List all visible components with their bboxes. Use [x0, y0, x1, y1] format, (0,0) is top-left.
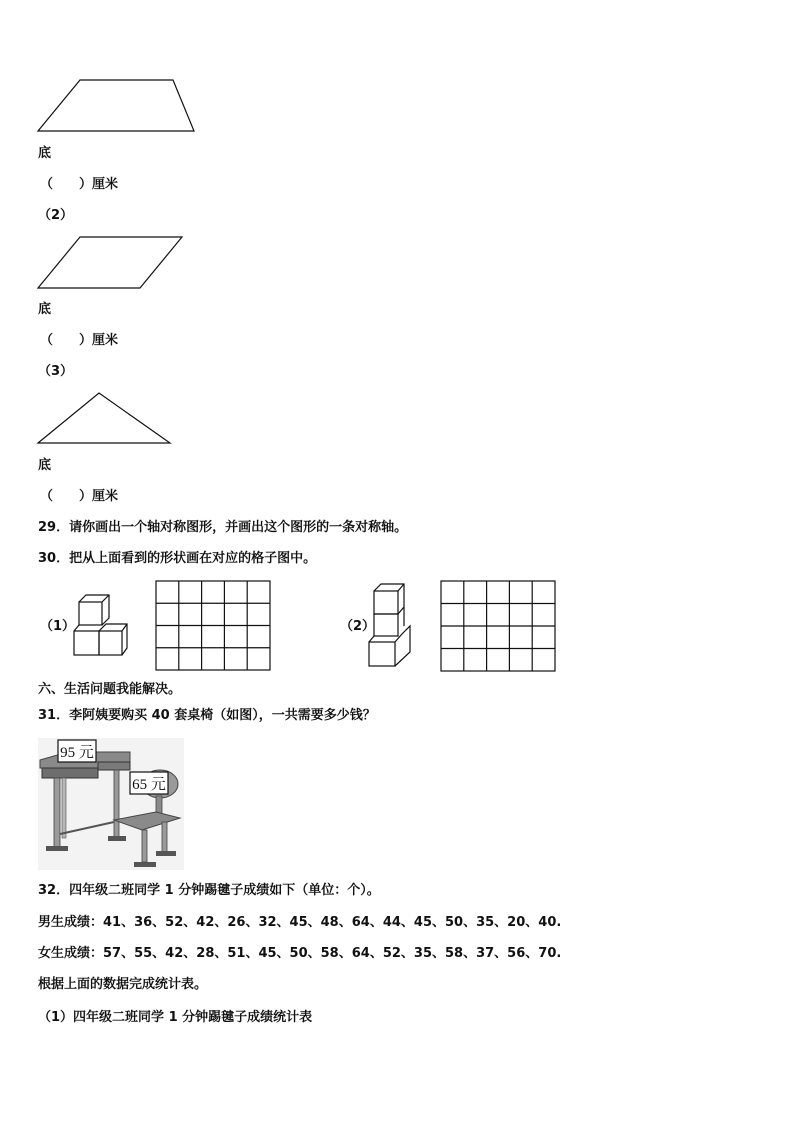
question-30: 30．把从上面看到的形状画在对应的格子图中。 [38, 551, 317, 566]
question-29: 29．请你画出一个轴对称图形，并画出这个图形的一条对称轴。 [38, 520, 408, 535]
shape3-answer-blank[interactable]: （ ）厘米 [40, 489, 119, 504]
q30-part1-label: （1） [40, 619, 76, 634]
shape2-number: （2） [38, 208, 74, 223]
section-6-heading: 六、生活问题我能解决。 [38, 682, 182, 697]
boys-scores: 男生成绩：41、36、52、42、26、32、45、48、64、44、45、50、35、20、40. [38, 915, 562, 930]
desk-chair-illustration [38, 738, 184, 870]
shape3-base-label: 底 [38, 458, 52, 473]
q32-subquestion-1: （1）四年级二班同学 1 分钟踢毽子成绩统计表 [38, 1010, 313, 1025]
girls-scores: 女生成绩：57、55、42、28、51、45、50、58、64、52、35、58、37、56、70. [38, 946, 562, 961]
q30-part2-label: （2） [340, 619, 376, 634]
shape2-answer-blank[interactable]: （ ）厘米 [40, 333, 119, 348]
q32-instruction: 根据上面的数据完成统计表。 [38, 977, 208, 992]
shape1-base-label: 底 [38, 146, 52, 161]
shape2-base-label: 底 [38, 302, 52, 317]
shape1-answer-blank[interactable]: （ ）厘米 [40, 177, 119, 192]
desk-price-tag: 95 元 [60, 745, 94, 761]
question-31: 31．李阿姨要购买 40 套桌椅（如图），一共需要多少钱？ [38, 708, 376, 723]
grid-2[interactable] [440, 580, 556, 672]
question-32: 32．四年级二班同学 1 分钟踢毽子成绩如下（单位：个）。 [38, 883, 380, 898]
shape3-number: （3） [38, 364, 74, 379]
chair-price-tag: 65 元 [132, 777, 166, 793]
